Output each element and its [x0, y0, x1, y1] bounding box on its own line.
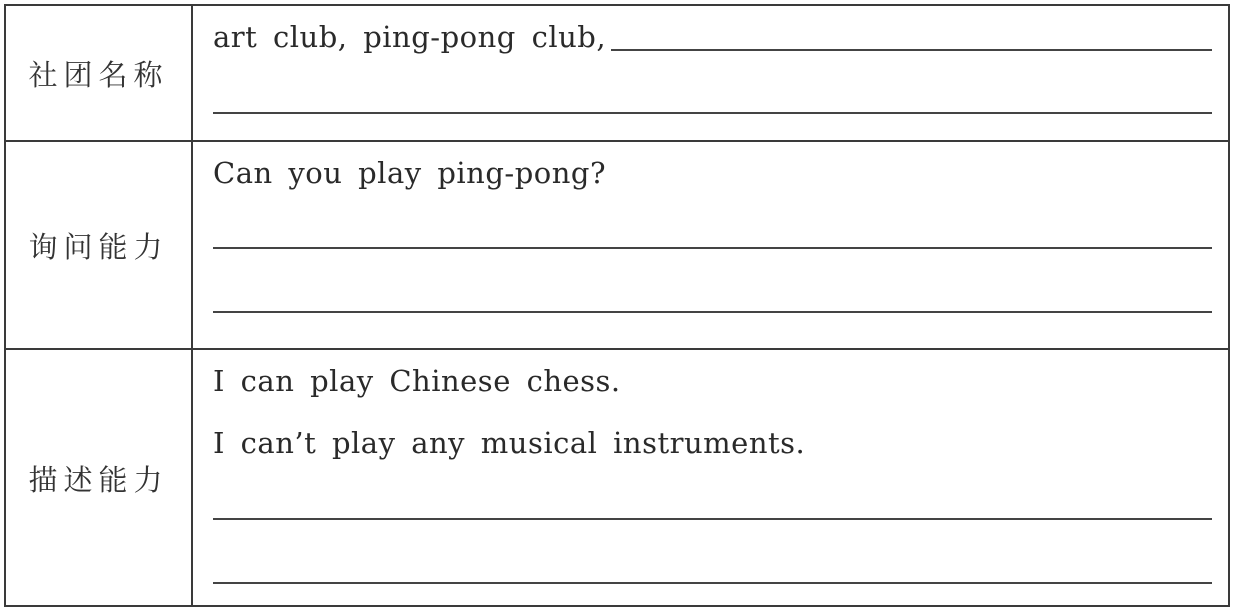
example-text: I can play Chinese chess.	[213, 364, 621, 398]
row-label: 社团名称	[28, 57, 169, 92]
row-label: 描述能力	[28, 463, 169, 497]
answer-blank[interactable]	[213, 247, 1212, 249]
answer-blank[interactable]	[213, 582, 1212, 584]
row-ask-ability	[6, 140, 1228, 348]
worksheet-table	[4, 4, 1230, 607]
label-cell-club-names	[6, 6, 193, 140]
row-club-names	[6, 6, 1228, 140]
content-cell-describe-ability	[193, 350, 1228, 607]
example-text: I can’t play any musical instruments.	[213, 426, 806, 460]
content-cell-ask-ability	[193, 142, 1228, 348]
example-text: Can you play ping-pong?	[213, 156, 607, 190]
row-label: 询问能力	[28, 229, 169, 264]
row-describe-ability	[6, 348, 1228, 607]
answer-blank[interactable]	[213, 518, 1212, 520]
answer-blank[interactable]	[213, 311, 1212, 313]
label-cell-describe-ability	[6, 350, 193, 607]
content-cell-club-names	[193, 6, 1228, 140]
example-text: art club, ping-pong club,	[213, 20, 607, 54]
answer-blank-inline[interactable]	[611, 49, 1212, 51]
label-cell-ask-ability	[6, 142, 193, 348]
answer-blank[interactable]	[213, 112, 1212, 114]
